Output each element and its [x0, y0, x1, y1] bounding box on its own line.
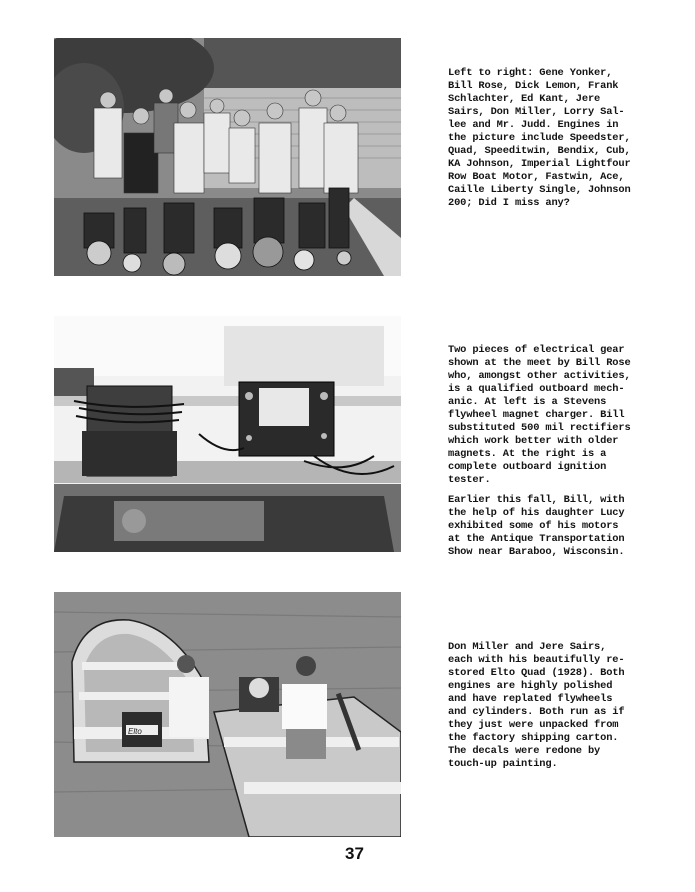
elto-quad-caption-text: Don Miller and Jere Sairs, each with his beautifully re- stored Elto Quad (1928). Both engines are highly polished and have replated flywheels and cylinders. Both run as if they just were unpacked from the factory shipping carton. The decals were redone by touch-up painting.	[448, 641, 625, 770]
lineup-caption	[448, 67, 658, 217]
engine-lineup-photo	[54, 38, 401, 276]
elto-quad-boat-photo	[54, 592, 401, 837]
electrical-gear-photo	[54, 316, 401, 552]
page-number: 37	[345, 844, 364, 863]
elto-quad-caption	[448, 641, 658, 778]
baraboo-show-caption-text: Earlier this fall, Bill, with the help of his daughter Lucy exhibited some of his motors at the Antique Transportation Show near Baraboo, Wisconsin.	[448, 494, 625, 558]
lineup-caption-text: Left to right: Gene Yonker, Bill Rose, Dick Lemon, Frank Schlachter, Ed Kant, Jere Sairs, Don Miller, Lorry Sal- lee and Mr. Judd. Engines in the picture include Speedster, Quad, Speeditwin, Bendix, Cub, KA Johnson, Imperial Lightfour Row Boat Motor, Fastwin, Ace, Caille Liberty Single, Johnson 200; Did I miss any?	[448, 67, 631, 209]
electrical-gear-caption-text: Two pieces of electrical gear shown at the meet by Bill Rose who, amongst other activities, is a qualified outboard mech- anic. At left is a Stevens flywheel magnet charger. Bill substituted 500 mil rectifiers which work better with older magnets. At the right is a complete outboard ignition tester.	[448, 344, 631, 486]
elto-decal: Elto	[128, 727, 142, 736]
electrical-gear-caption	[448, 344, 658, 566]
